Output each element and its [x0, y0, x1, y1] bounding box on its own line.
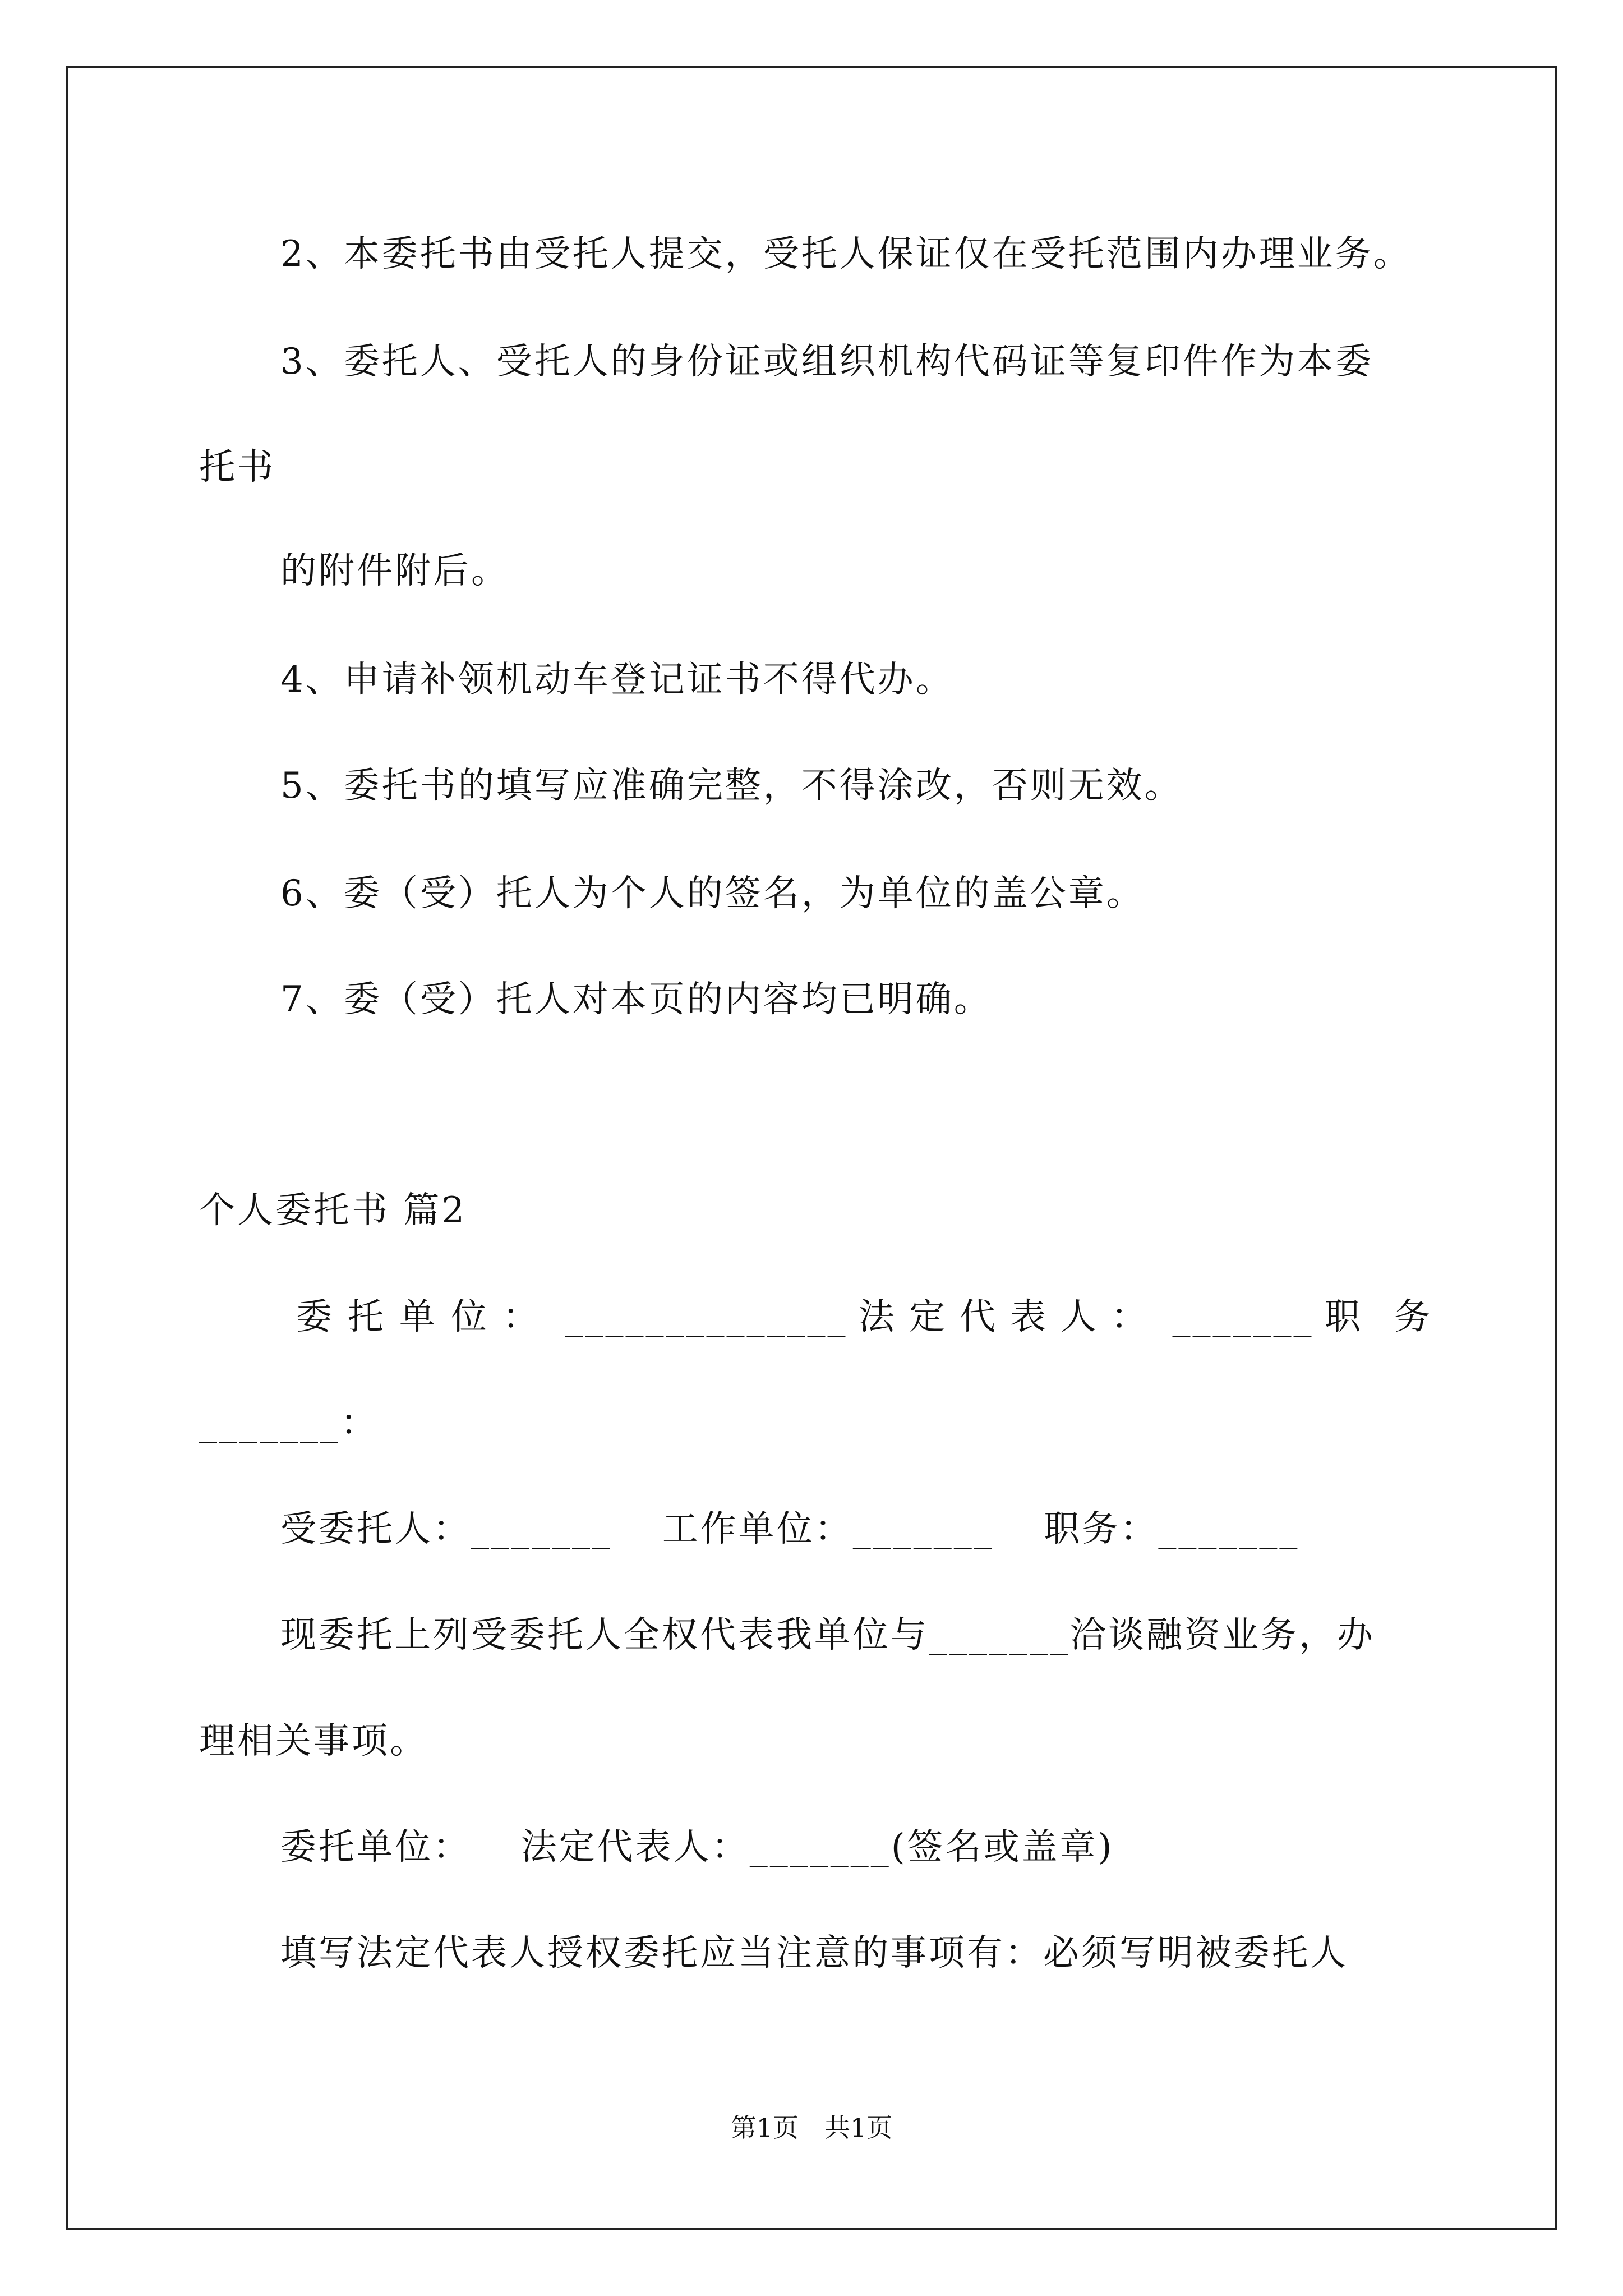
work-unit-blank: _______ [852, 1508, 994, 1550]
page-footer: 第1页 共1页 [730, 2113, 893, 2143]
item-5: 5、委托书的填写应准确完整，不得涂改，否则无效。 [280, 765, 1183, 807]
work-unit-label: 工作单位： [662, 1508, 853, 1550]
duty-row [199, 1401, 379, 1446]
duty-colon: ： [340, 1402, 379, 1444]
delegation-row-1 [296, 1295, 1464, 1340]
authorization-line-2: 理相关事项。 [199, 1720, 428, 1762]
signature-suffix: (签名或盖章) [891, 1826, 1114, 1868]
duty-label: 职务 [1325, 1296, 1464, 1338]
trustee-blank: _______ [471, 1508, 612, 1550]
item-7: 7、委（受）托人对本页的内容均已明确。 [280, 979, 992, 1020]
legal-rep-blank: _______ [1172, 1296, 1314, 1338]
delegating-unit-blank: ______________ [565, 1296, 848, 1338]
trustee-row [280, 1507, 1299, 1552]
signature-rep-blank: _______ [749, 1826, 891, 1868]
authorization-blank: _______ [929, 1614, 1070, 1656]
signature-row [280, 1825, 1114, 1870]
item-2: 2、本委托书由受托人提交，受托人保证仅在受托范围内办理业务。 [280, 233, 1412, 275]
section-2-heading: 个人委托书 篇2 [199, 1190, 467, 1231]
item-6: 6、委（受）托人为个人的签名，为单位的盖公章。 [280, 873, 1145, 914]
duty-blank: _______ [199, 1402, 340, 1444]
legal-rep-label: 法定代表人： [859, 1296, 1161, 1338]
signature-rep-label: 法定代表人： [520, 1826, 750, 1868]
authorization-text-before: 现委托上列受委托人全权代表我单位与 [280, 1614, 929, 1656]
trustee-label: 受委托人： [280, 1508, 471, 1550]
item-3-line-2: 托书 [199, 447, 275, 488]
item-3-line-1: 3、委托人、受托人的身份证或组织机构代码证等复印件作为本委 [280, 341, 1373, 383]
item-3-line-3: 的附件附后。 [280, 550, 509, 592]
delegating-unit-label: 委托单位： [296, 1296, 554, 1338]
authorization-line-1 [280, 1613, 1375, 1658]
page-border [66, 66, 1557, 2230]
item-4: 4、申请补领机动车登记证书不得代办。 [280, 659, 954, 701]
trustee-duty-label: 职务： [1044, 1508, 1159, 1550]
notes-line: 填写法定代表人授权委托应当注意的事项有：必须写明被委托人 [280, 1932, 1348, 1974]
trustee-duty-blank: _______ [1158, 1508, 1300, 1550]
signature-unit-label: 委托单位： [280, 1826, 471, 1868]
authorization-text-after: 洽谈融资业务，办 [1070, 1614, 1375, 1656]
